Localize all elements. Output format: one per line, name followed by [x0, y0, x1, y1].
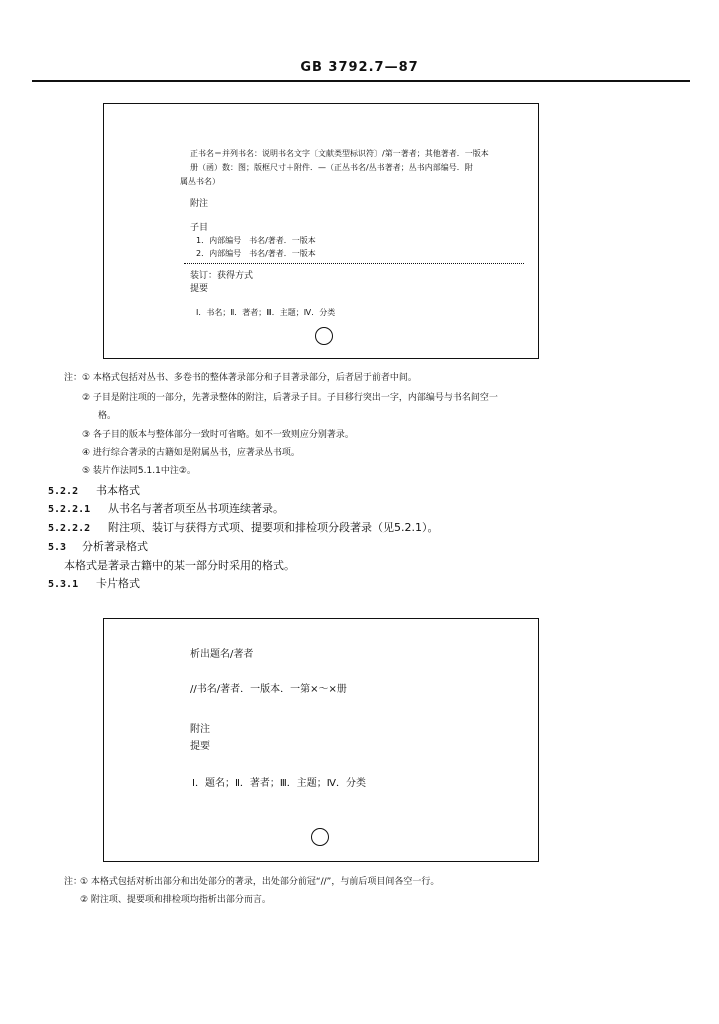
section-5-3-body: 本格式是著录古籍中的某一部分时采用的格式。: [64, 559, 295, 572]
section-5-2-2-title: 书本格式: [96, 484, 140, 497]
notes2-item-2: ② 附注项、提要项和排检项均指析出部分而言。: [80, 895, 271, 905]
card2-fuzhu: 附注: [190, 724, 210, 735]
section-5-2-2-1-text: 从书名与著者项至丛书项连续著录。: [108, 502, 284, 515]
card1-abstract: 提要: [190, 284, 209, 294]
card1-fuzhu: 附注: [190, 199, 209, 209]
notes1-item-1: ① 本格式包括对丛书、多卷书的整体著录部分和子目著录部分，后者居于前者中间。: [82, 373, 417, 383]
section-5-3-title: 分析著录格式: [82, 540, 148, 553]
catalog-card-2: [103, 618, 539, 862]
card2-line2: //书名/著者．一版本．一第×～×册: [190, 684, 347, 695]
card2-punch-hole-icon: [311, 828, 329, 846]
card1-line3: 属丛书名）: [180, 177, 220, 186]
section-5-3-1-number: 5.3.1: [48, 579, 79, 590]
card1-line1: 正书名＝并列书名：说明书名文字〔文献类型标识符〕/第一著者；其他著者．一版本: [190, 149, 489, 158]
notes1-label: 注：: [64, 373, 83, 383]
section-5-3-1-title: 卡片格式: [96, 577, 140, 590]
card1-punch-hole-icon: [315, 327, 333, 345]
card1-dotted-divider: [184, 263, 524, 264]
notes1-item-3: ③ 各子目的版本与整体部分一致时可省略。如不一致则应分别著录。: [82, 430, 354, 440]
notes2-item-1: ① 本格式包括对析出部分和出处部分的著录，出处部分前冠“//”，与前后项目间各空一行。: [80, 877, 440, 887]
header-rule: [32, 80, 690, 82]
notes2-label: 注：: [64, 877, 83, 887]
notes1-item-4: ④ 进行综合著录的古籍如是附属丛书，应著录丛书项。: [82, 448, 300, 458]
card1-binding: 装订：获得方式: [190, 271, 254, 281]
card2-index: Ⅰ．题名；Ⅱ．著者；Ⅲ．主题；Ⅳ．分类: [192, 778, 366, 789]
card1-line2: 册（函）数：图；版框尺寸＋附件．—（正丛书名/丛书著者；丛书内部编号．附: [190, 163, 473, 172]
section-5-2-2-2-number: 5.2.2.2: [48, 523, 91, 534]
card1-index: Ⅰ．书名；Ⅱ．著者；Ⅲ．主题；Ⅳ．分类: [196, 308, 336, 317]
catalog-card-1: [103, 103, 539, 359]
notes1-item-2a: ② 子目是附注项的一部分，先著录整体的附注，后著录子目。子目移行突出一字，内部编号与书名间空一: [82, 393, 498, 403]
card1-zimu: 子目: [190, 223, 209, 233]
section-5-2-2-2-text: 附注项、装订与获得方式项、提要项和排检项分段著录（见5.2.1）。: [108, 521, 439, 534]
standard-code: GB 3792.7—87: [300, 60, 419, 75]
card2-line1: 析出题名/著者: [190, 649, 254, 660]
section-5-2-2-number: 5.2.2: [48, 486, 79, 497]
card2-abstract: 提要: [190, 741, 210, 752]
card1-item2: 2．内部编号 书名/著者．一版本: [196, 249, 316, 258]
section-5-2-2-1-number: 5.2.2.1: [48, 504, 91, 515]
card1-item1: 1．内部编号 书名/著者．一版本: [196, 236, 316, 245]
notes1-item-5: ⑤ 装片作法同5.1.1中注②。: [82, 466, 196, 476]
section-5-3-number: 5.3: [48, 542, 67, 553]
notes1-item-2b: 格。: [98, 411, 117, 421]
